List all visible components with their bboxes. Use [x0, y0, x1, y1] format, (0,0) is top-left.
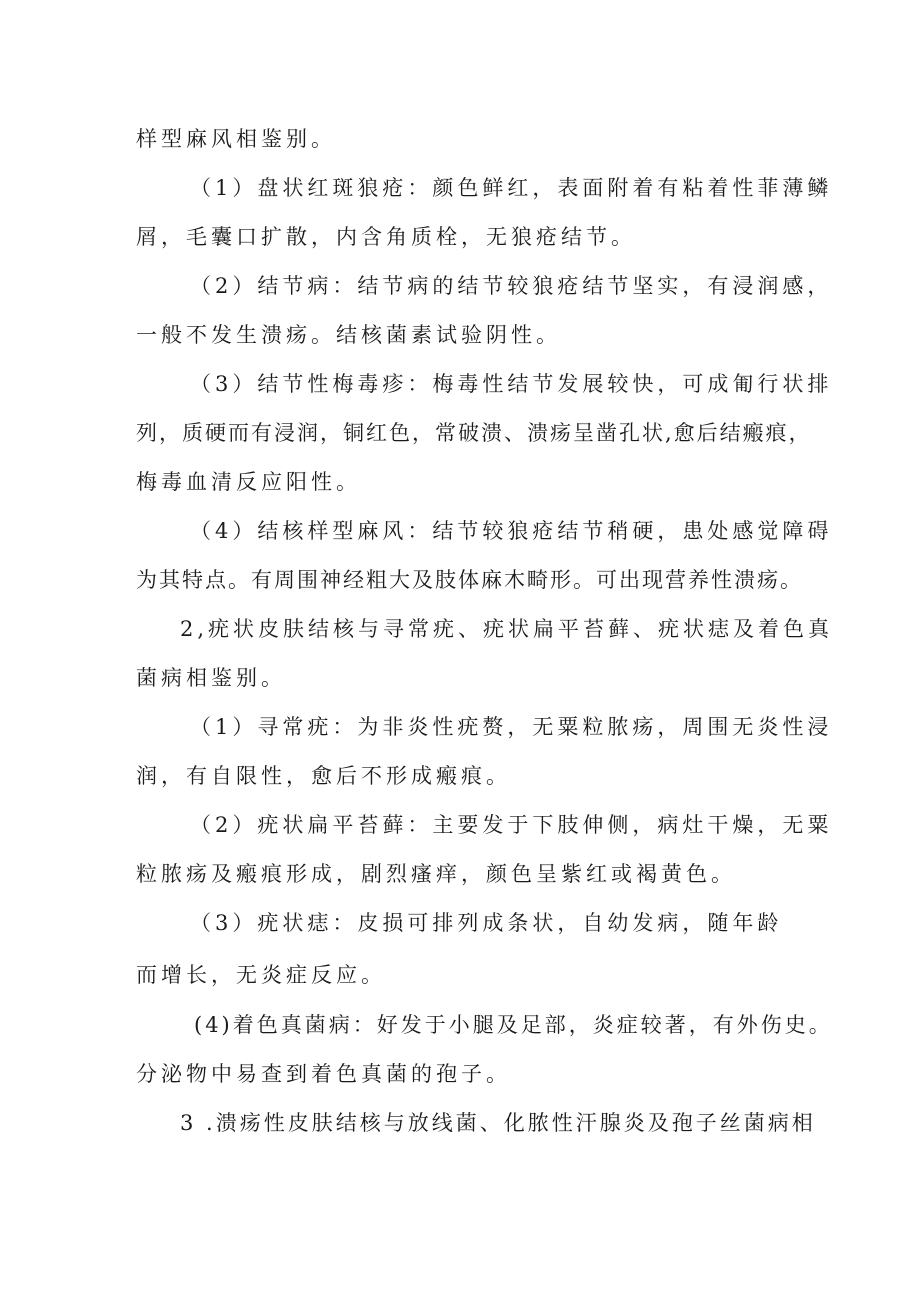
paragraph-line: 屑，毛囊口扩散，内含角质栓，无狼疮结节。 [136, 225, 636, 249]
paragraph-line: 菌病相鉴别。 [136, 666, 286, 690]
paragraph-line: 3 .溃疡性皮肤结核与放线菌、化脓性汗腺炎及孢子丝菌病相 [180, 1111, 816, 1135]
paragraph-line: （3）疣状痣：皮损可排列成条状，自幼发病，随年龄 [190, 911, 783, 935]
paragraph-line: （1）盘状红斑狼疮：颜色鲜红，表面附着有粘着性菲薄鳞 [190, 176, 833, 200]
paragraph-line: 样型麻风相鉴别。 [136, 127, 336, 151]
paragraph-line: 而增长，无炎症反应。 [136, 963, 386, 987]
paragraph-line: 润，有自限性，愈后不形成瘢痕。 [136, 764, 511, 788]
paragraph-line: 为其特点。有周围神经粗大及肢体麻木畸形。可出现营养性溃疡。 [136, 568, 803, 592]
paragraph-line: （1）寻常疣：为非炎性疣赘，无粟粒脓疡，周围无炎性浸 [190, 715, 833, 739]
paragraph-line: 梅毒血清反应阳性。 [136, 470, 361, 494]
paragraph-line: 粒脓疡及瘢痕形成，剧烈瘙痒，颜色呈紫红或褐黄色。 [136, 862, 736, 886]
paragraph-line: （3）结节性梅毒疹：梅毒性结节发展较快，可成匍行状排 [190, 372, 833, 396]
paragraph-line: 列，质硬而有浸润，铜红色，常破溃、溃疡呈凿孔状,愈后结瘢痕， [136, 421, 812, 445]
paragraph-line: 一般不发生溃疡。结核菌素试验阴性。 [136, 323, 561, 347]
paragraph-line: 分泌物中易查到着色真菌的孢子。 [136, 1062, 511, 1086]
paragraph-line: 2,疣状皮肤结核与寻常疣、疣状扁平苔藓、疣状痣及着色真 [180, 617, 834, 641]
paragraph-line: (4)着色真菌病：好发于小腿及足部，炎症较著，有外伤史。 [194, 1013, 833, 1037]
paragraph-line: （4）结核样型麻风：结节较狼疮结节稍硬，患处感觉障碍 [190, 519, 833, 543]
paragraph-line: （2）结节病：结节病的结节较狼疮结节坚实，有浸润感， [190, 274, 833, 298]
paragraph-line: （2）疣状扁平苔藓：主要发于下肢伸侧，病灶干燥，无粟 [190, 813, 833, 837]
